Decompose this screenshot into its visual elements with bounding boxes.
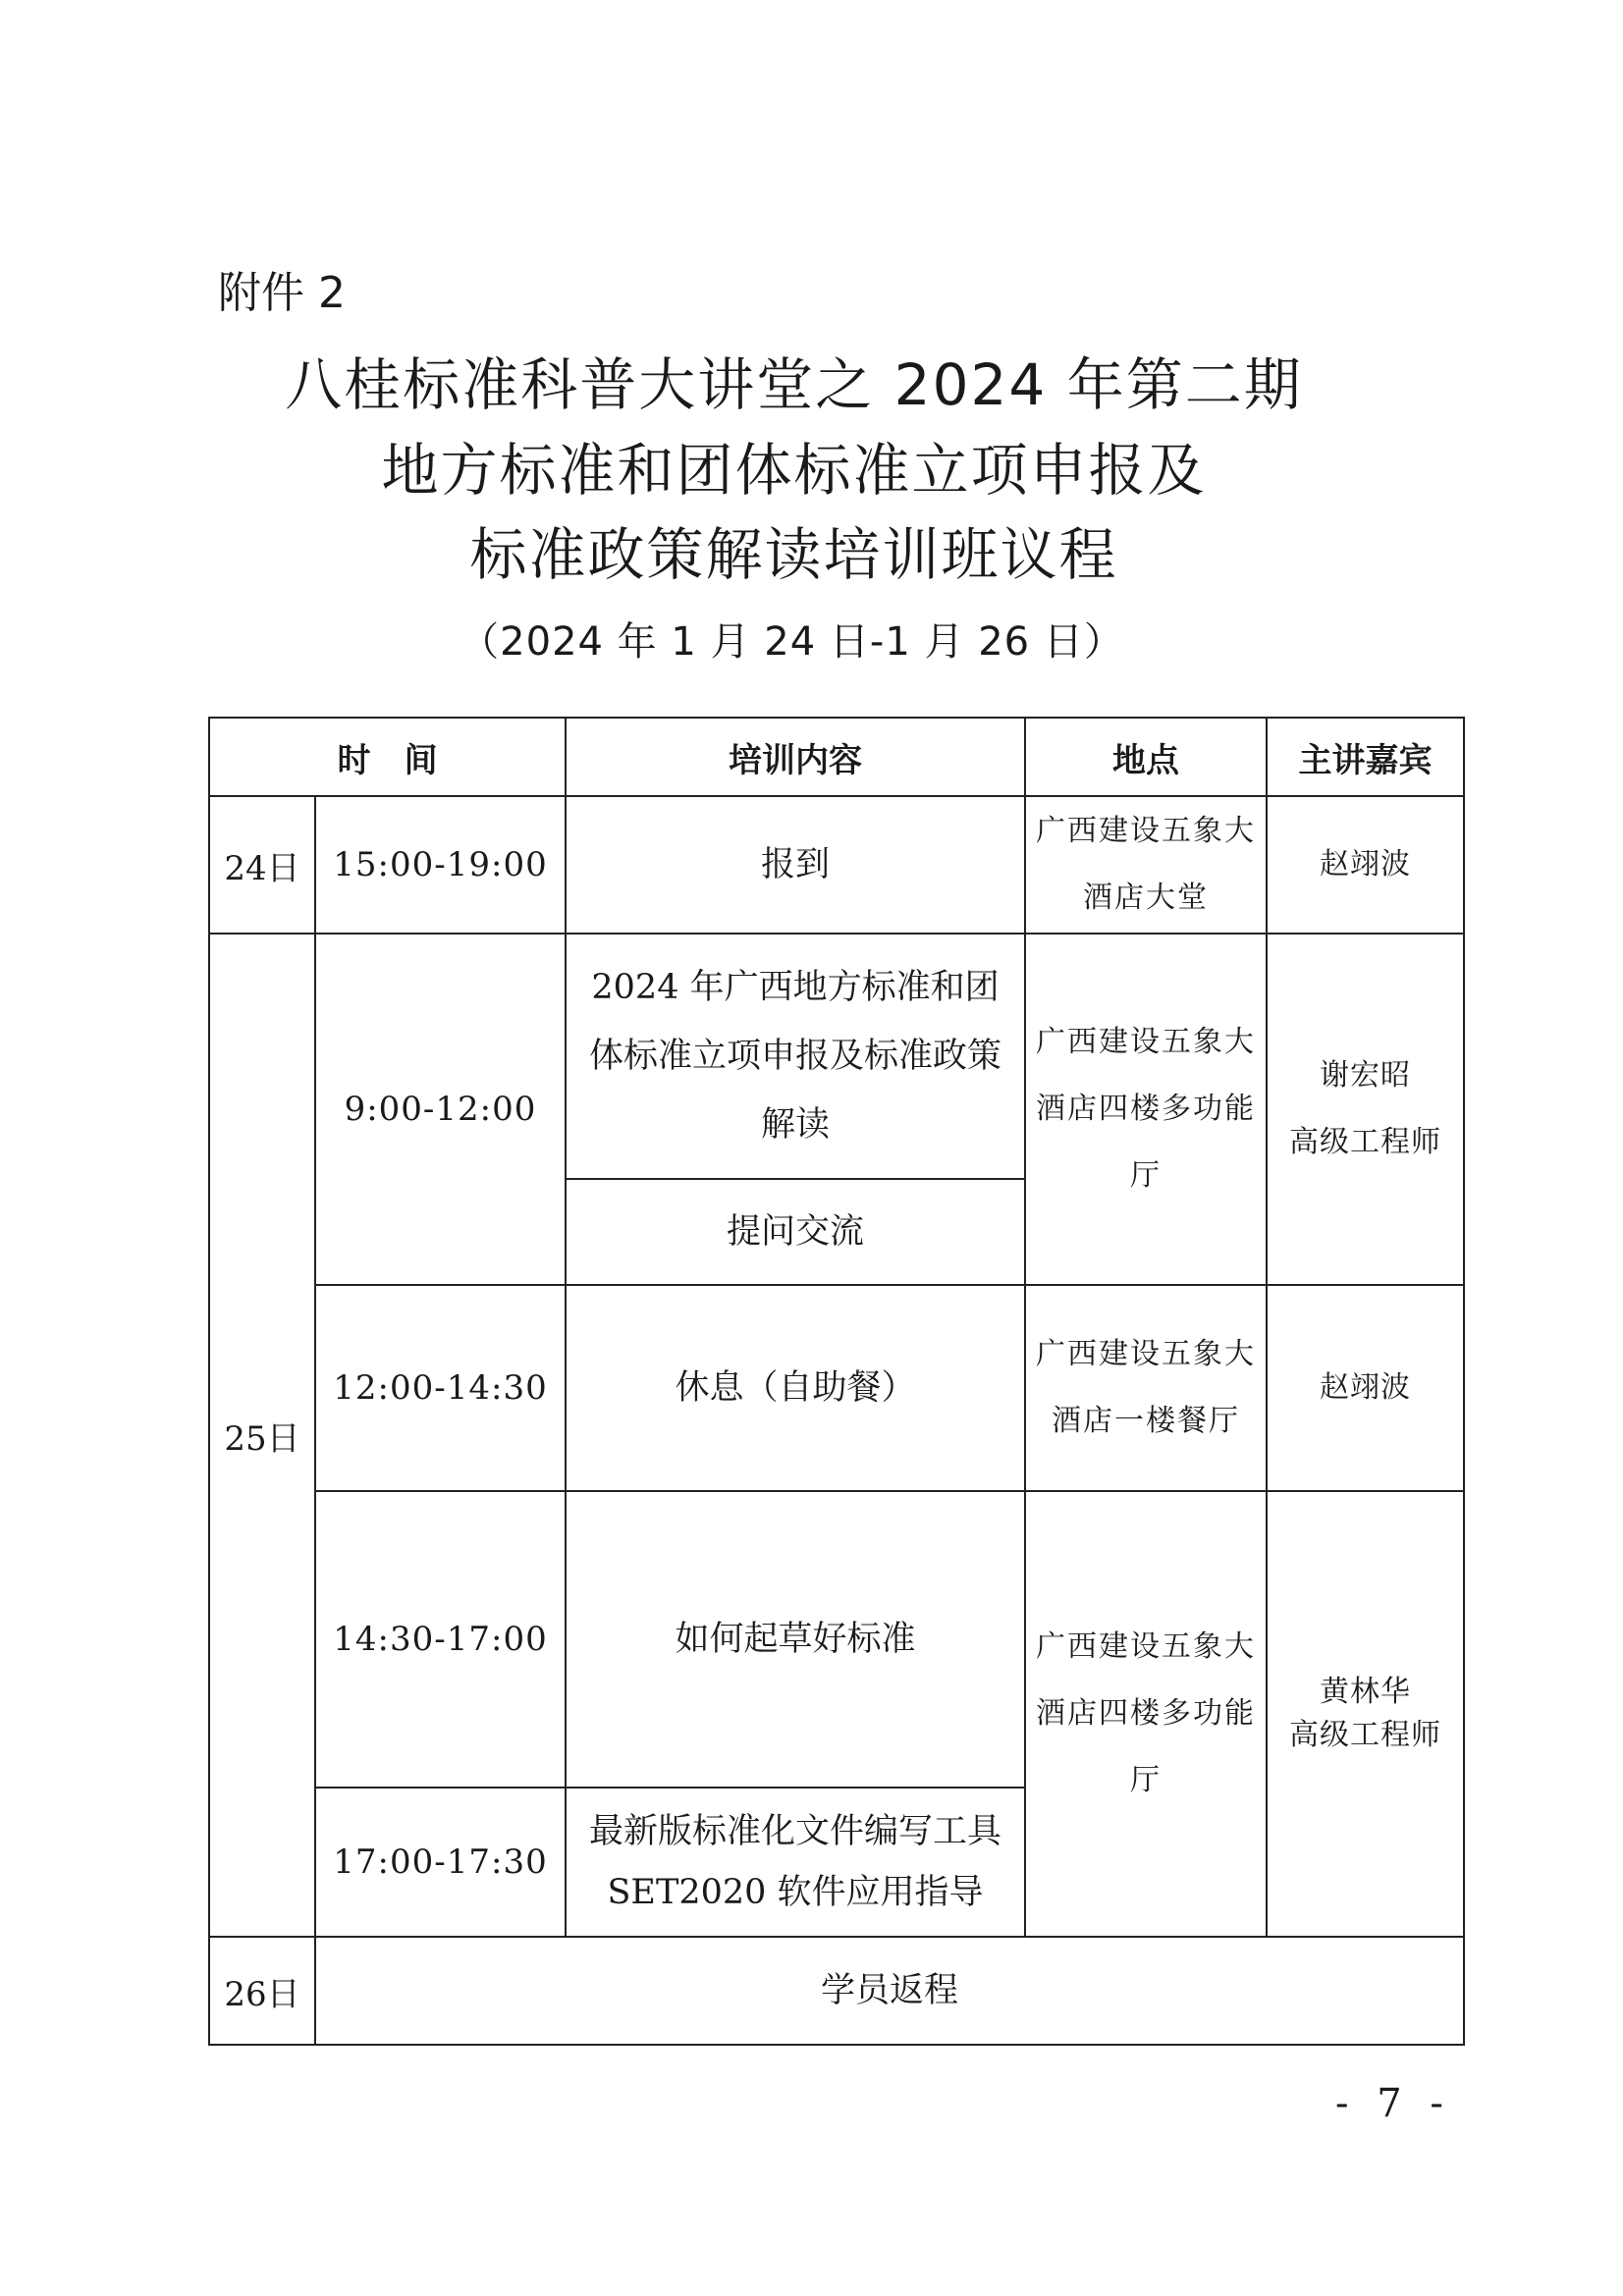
place-cell: 广西建设五象大酒店大堂 xyxy=(1025,796,1267,934)
time-cell: 14:30-17:00 xyxy=(315,1491,566,1788)
speaker-name: 谢宏昭 xyxy=(1320,1058,1411,1093)
content-cell: 报到 xyxy=(566,796,1025,934)
time-cell: 15:00-19:00 xyxy=(315,796,566,934)
day-cell: 26日 xyxy=(209,1937,315,2045)
speaker-title: 高级工程师 xyxy=(1289,1125,1441,1159)
title-line-1: 八桂标准科普大讲堂之 2024 年第二期 xyxy=(285,351,1303,418)
time-cell: 12:00-14:30 xyxy=(315,1285,566,1491)
speaker-cell xyxy=(1267,1491,1464,1937)
speaker-cell xyxy=(1267,934,1464,1285)
header-content: 培训内容 xyxy=(566,718,1025,796)
agenda-table xyxy=(208,717,1465,2046)
place-cell: 广西建设五象大酒店一楼餐厅 xyxy=(1025,1285,1267,1491)
speaker-cell: 赵翊波 xyxy=(1267,1285,1464,1491)
title-line-3: 标准政策解读培训班议程 xyxy=(469,521,1118,588)
speaker-title: 高级工程师 xyxy=(1289,1718,1441,1752)
table-row xyxy=(209,796,1464,934)
table-row xyxy=(209,1491,1464,1788)
content-cell: 如何起草好标准 xyxy=(566,1491,1025,1788)
header-row xyxy=(209,718,1464,796)
time-cell: 9:00-12:00 xyxy=(315,934,566,1285)
content-cell: 最新版标准化文件编写工具 SET2020 软件应用指导 xyxy=(566,1788,1025,1937)
header-place: 地点 xyxy=(1025,718,1267,796)
day-cell: 25日 xyxy=(209,934,315,1937)
header-speaker: 主讲嘉宾 xyxy=(1267,718,1464,796)
page-number: - 7 - xyxy=(1335,2081,1451,2126)
content-cell: 2024 年广西地方标准和团体标准立项申报及标准政策解读 xyxy=(566,934,1025,1179)
content-cell: 休息（自助餐） xyxy=(566,1285,1025,1491)
table-row xyxy=(209,934,1464,1179)
content-cell: 提问交流 xyxy=(566,1179,1025,1285)
time-cell: 17:00-17:30 xyxy=(315,1788,566,1937)
attachment-label: 附件 2 xyxy=(218,268,346,318)
date-range xyxy=(0,611,1623,667)
title-line-2: 地方标准和团体标准立项申报及 xyxy=(381,437,1207,504)
header-time: 时 间 xyxy=(209,718,566,796)
day-cell: 24日 xyxy=(209,796,315,934)
speaker-name: 黄林华 xyxy=(1320,1675,1411,1709)
place-cell: 广西建设五象大酒店四楼多功能厅 xyxy=(1025,1491,1267,1937)
table-row xyxy=(209,1937,1464,2045)
speaker-cell: 赵翊波 xyxy=(1267,796,1464,934)
table-row xyxy=(209,1285,1464,1491)
place-cell: 广西建设五象大酒店四楼多功能厅 xyxy=(1025,934,1267,1285)
content-cell: 学员返程 xyxy=(315,1937,1464,2045)
date-range-text: （2024 年 1 月 24 日-1 月 26 日） xyxy=(460,619,1124,665)
